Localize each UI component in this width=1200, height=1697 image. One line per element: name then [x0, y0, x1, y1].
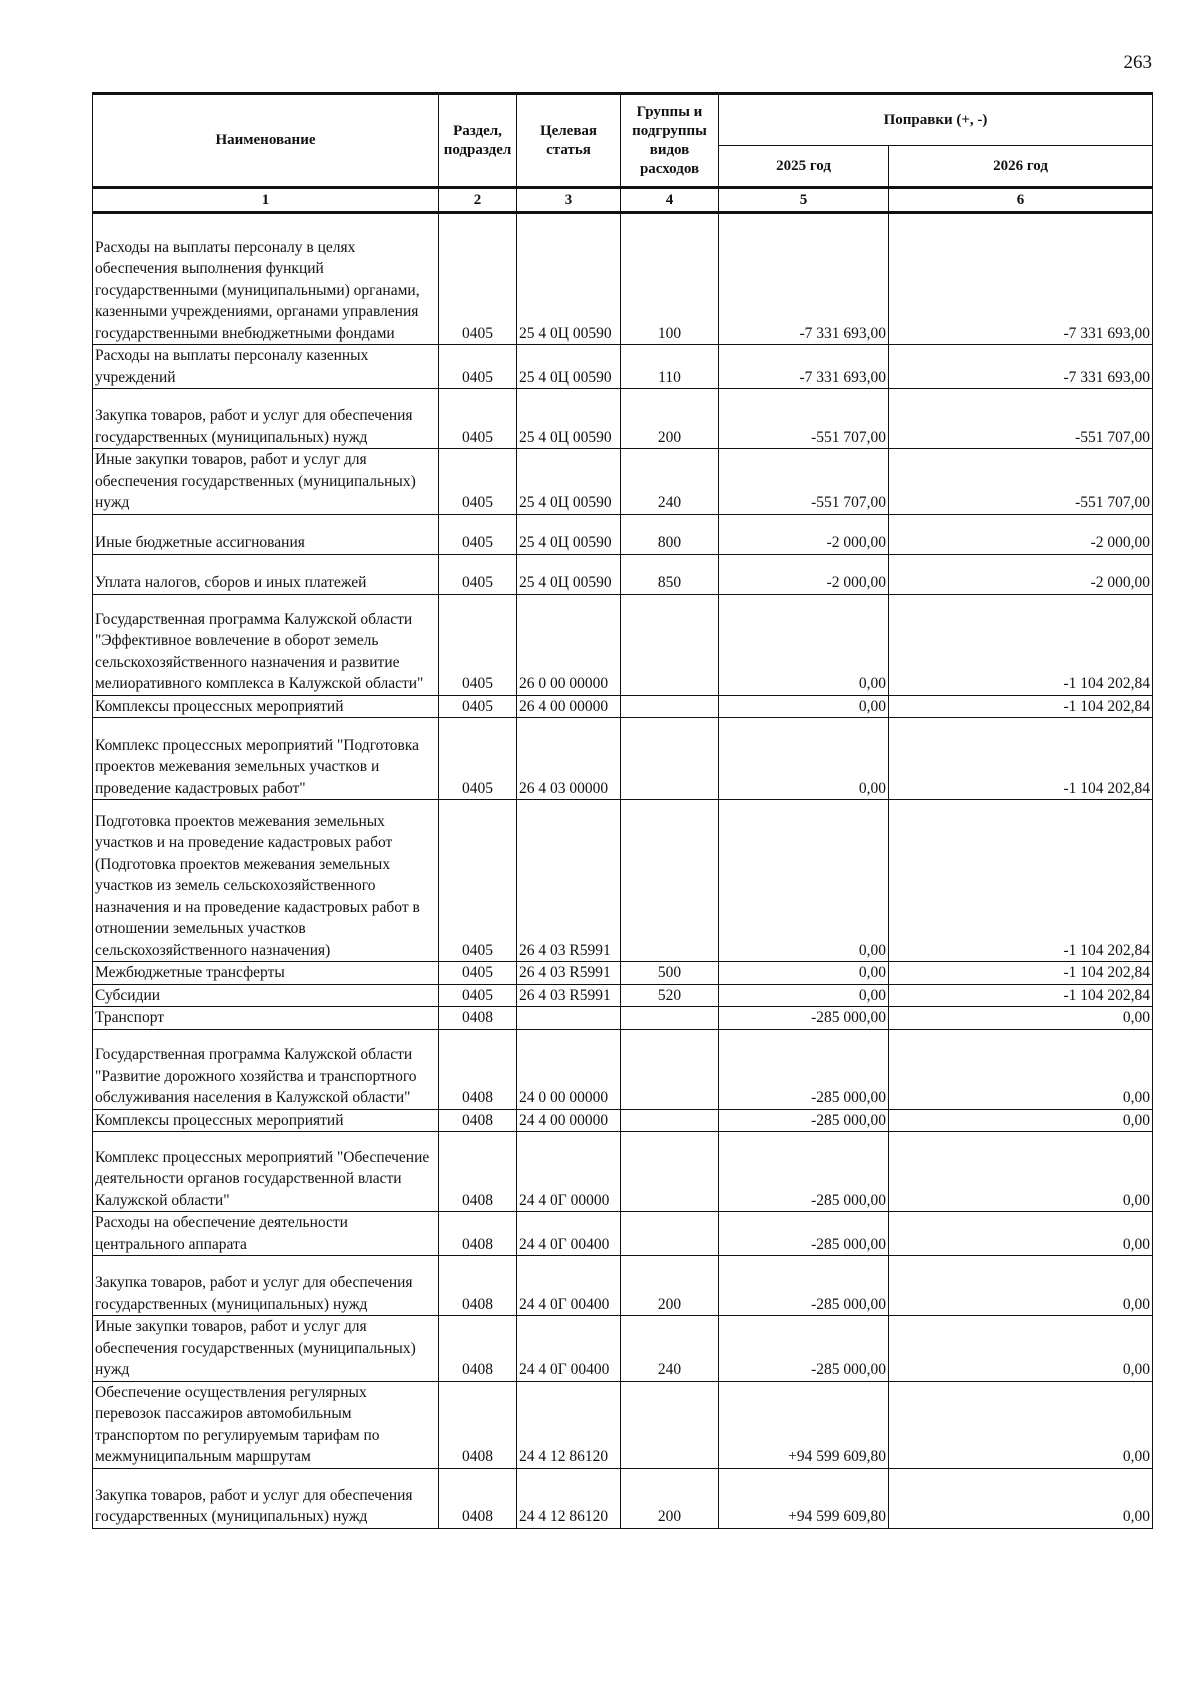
row-section: 0408 [439, 1029, 517, 1109]
row-amount-2026: -2 000,00 [889, 554, 1153, 594]
row-group [621, 800, 719, 962]
row-amount-2025: 0,00 [719, 594, 889, 695]
table-row [93, 962, 1153, 985]
row-name: Комплексы процессных мероприятий [93, 1109, 439, 1132]
table-row [93, 594, 1153, 695]
row-group: 520 [621, 984, 719, 1007]
row-article: 25 4 0Ц 00590 [517, 389, 621, 449]
row-amount-2025: -2 000,00 [719, 514, 889, 554]
header-col-number: 5 [719, 188, 889, 213]
row-name: Закупка товаров, работ и услуг для обеспечения государственных (муниципальных) нужд [93, 1256, 439, 1316]
row-section: 0408 [439, 1256, 517, 1316]
row-amount-2026: -551 707,00 [889, 389, 1153, 449]
row-section: 0405 [439, 449, 517, 515]
table-row [93, 345, 1153, 389]
table-row [93, 1029, 1153, 1109]
header-article: Целевая статья [517, 94, 621, 188]
row-name: Межбюджетные трансферты [93, 962, 439, 985]
row-group [621, 1029, 719, 1109]
row-amount-2026: -1 104 202,84 [889, 962, 1153, 985]
row-amount-2026: 0,00 [889, 1316, 1153, 1382]
row-group: 200 [621, 1468, 719, 1528]
row-amount-2025: -7 331 693,00 [719, 345, 889, 389]
row-amount-2026: -1 104 202,84 [889, 718, 1153, 800]
row-group: 800 [621, 514, 719, 554]
row-name: Закупка товаров, работ и услуг для обеспечения государственных (муниципальных) нужд [93, 389, 439, 449]
row-article: 26 0 00 00000 [517, 594, 621, 695]
row-name: Расходы на выплаты персоналу в целях обеспечения выполнения функций государственными (муниципальными) органами, казенными учреждениями, органами управления государственными внебюджетными фондами [93, 213, 439, 345]
row-name: Иные закупки товаров, работ и услуг для обеспечения государственных (муниципальных) нужд [93, 1316, 439, 1382]
row-group: 500 [621, 962, 719, 985]
row-section: 0405 [439, 345, 517, 389]
row-name: Государственная программа Калужской области "Развитие дорожного хозяйства и транспортного обслуживания населения в Калужской области" [93, 1029, 439, 1109]
row-amount-2026: 0,00 [889, 1029, 1153, 1109]
table-row [93, 554, 1153, 594]
row-article: 25 4 0Ц 00590 [517, 449, 621, 515]
row-section: 0408 [439, 1007, 517, 1030]
row-group [621, 695, 719, 718]
row-article: 25 4 0Ц 00590 [517, 514, 621, 554]
row-amount-2026: 0,00 [889, 1007, 1153, 1030]
table-row [93, 800, 1153, 962]
header-year-2025: 2025 год [719, 146, 889, 188]
row-amount-2026: -2 000,00 [889, 514, 1153, 554]
row-amount-2025: 0,00 [719, 984, 889, 1007]
row-group [621, 1109, 719, 1132]
header-col-number: 4 [621, 188, 719, 213]
row-amount-2025: -285 000,00 [719, 1132, 889, 1212]
row-name: Расходы на выплаты персоналу казенных учреждений [93, 345, 439, 389]
table-row [93, 1468, 1153, 1528]
row-article: 26 4 03 00000 [517, 718, 621, 800]
row-group: 200 [621, 389, 719, 449]
row-name: Подготовка проектов межевания земельных участков и на проведение кадастровых работ (Подготовка проектов межевания земельных участков из земель сельскохозяйственного назначения и на проведение кадастровых работ в отношении земельных участков сельскохозяйственного назначения) [93, 800, 439, 962]
row-article: 26 4 03 R5991 [517, 962, 621, 985]
row-amount-2025: -551 707,00 [719, 389, 889, 449]
row-article: 24 4 12 86120 [517, 1468, 621, 1528]
row-name: Комплекс процессных мероприятий "Подготовка проектов межевания земельных участков и проведение кадастровых работ" [93, 718, 439, 800]
row-amount-2026: -551 707,00 [889, 449, 1153, 515]
row-amount-2026: -1 104 202,84 [889, 695, 1153, 718]
row-section: 0408 [439, 1109, 517, 1132]
row-group [621, 1007, 719, 1030]
row-section: 0408 [439, 1132, 517, 1212]
row-article: 26 4 00 00000 [517, 695, 621, 718]
row-article: 24 0 00 00000 [517, 1029, 621, 1109]
row-amount-2025: -2 000,00 [719, 554, 889, 594]
table-row [93, 1007, 1153, 1030]
row-amount-2025: 0,00 [719, 718, 889, 800]
row-name: Комплекс процессных мероприятий "Обеспечение деятельности органов государственной власти Калужской области" [93, 1132, 439, 1212]
row-amount-2025: -551 707,00 [719, 449, 889, 515]
row-name: Субсидии [93, 984, 439, 1007]
row-section: 0405 [439, 594, 517, 695]
row-article: 25 4 0Ц 00590 [517, 345, 621, 389]
row-amount-2026: -7 331 693,00 [889, 213, 1153, 345]
row-section: 0405 [439, 213, 517, 345]
row-group [621, 1132, 719, 1212]
row-article: 24 4 0Г 00000 [517, 1132, 621, 1212]
row-name: Уплата налогов, сборов и иных платежей [93, 554, 439, 594]
row-section: 0408 [439, 1212, 517, 1256]
row-article: 25 4 0Ц 00590 [517, 554, 621, 594]
row-article: 24 4 0Г 00400 [517, 1212, 621, 1256]
row-section: 0405 [439, 800, 517, 962]
header-group: Группы и подгруппы видов расходов [621, 94, 719, 188]
row-section: 0405 [439, 962, 517, 985]
row-section: 0405 [439, 514, 517, 554]
header-col-number: 6 [889, 188, 1153, 213]
row-name: Закупка товаров, работ и услуг для обеспечения государственных (муниципальных) нужд [93, 1468, 439, 1528]
row-section: 0405 [439, 984, 517, 1007]
row-name: Обеспечение осуществления регулярных перевозок пассажиров автомобильным транспортом по регулируемым тарифам по межмуниципальным маршрутам [93, 1381, 439, 1468]
row-amount-2026: -7 331 693,00 [889, 345, 1153, 389]
row-group [621, 594, 719, 695]
row-name: Иные закупки товаров, работ и услуг для обеспечения государственных (муниципальных) нужд [93, 449, 439, 515]
row-amount-2025: -285 000,00 [719, 1109, 889, 1132]
row-amount-2026: 0,00 [889, 1468, 1153, 1528]
row-section: 0408 [439, 1468, 517, 1528]
row-amount-2025: -285 000,00 [719, 1316, 889, 1382]
row-section: 0405 [439, 389, 517, 449]
row-article: 26 4 03 R5991 [517, 984, 621, 1007]
row-article: 24 4 0Г 00400 [517, 1256, 621, 1316]
table-row [93, 1109, 1153, 1132]
row-section: 0405 [439, 554, 517, 594]
header-col-number: 3 [517, 188, 621, 213]
row-section: 0405 [439, 695, 517, 718]
row-name: Иные бюджетные ассигнования [93, 514, 439, 554]
row-group: 240 [621, 449, 719, 515]
page-number: 263 [1123, 52, 1152, 73]
row-amount-2026: -1 104 202,84 [889, 984, 1153, 1007]
row-group: 100 [621, 213, 719, 345]
row-amount-2025: -285 000,00 [719, 1256, 889, 1316]
row-article: 24 4 00 00000 [517, 1109, 621, 1132]
row-group: 200 [621, 1256, 719, 1316]
row-article: 26 4 03 R5991 [517, 800, 621, 962]
table-row [93, 1256, 1153, 1316]
table-row [93, 718, 1153, 800]
row-amount-2026: 0,00 [889, 1132, 1153, 1212]
table-row [93, 449, 1153, 515]
header-col-number: 1 [93, 188, 439, 213]
header-year-2026: 2026 год [889, 146, 1153, 188]
row-amount-2026: -1 104 202,84 [889, 800, 1153, 962]
row-amount-2025: 0,00 [719, 962, 889, 985]
row-name: Транспорт [93, 1007, 439, 1030]
table-row [93, 514, 1153, 554]
table-row [93, 695, 1153, 718]
row-group [621, 1212, 719, 1256]
row-amount-2025: +94 599 609,80 [719, 1468, 889, 1528]
budget-amendments-table [92, 92, 1153, 1529]
table-row [93, 1316, 1153, 1382]
row-amount-2025: -285 000,00 [719, 1007, 889, 1030]
row-amount-2025: 0,00 [719, 695, 889, 718]
table-row [93, 984, 1153, 1007]
row-section: 0408 [439, 1316, 517, 1382]
header-amendments: Поправки (+, -) [719, 94, 1153, 146]
row-group: 110 [621, 345, 719, 389]
row-group [621, 718, 719, 800]
row-section: 0405 [439, 718, 517, 800]
row-amount-2026: 0,00 [889, 1256, 1153, 1316]
row-name: Комплексы процессных мероприятий [93, 695, 439, 718]
row-name: Расходы на обеспечение деятельности центрального аппарата [93, 1212, 439, 1256]
row-group [621, 1381, 719, 1468]
row-article: 25 4 0Ц 00590 [517, 213, 621, 345]
row-article [517, 1007, 621, 1030]
header-name: Наименование [93, 94, 439, 188]
row-amount-2025: -285 000,00 [719, 1029, 889, 1109]
header-section: Раздел, подраздел [439, 94, 517, 188]
row-section: 0408 [439, 1381, 517, 1468]
table-row [93, 1212, 1153, 1256]
row-group: 850 [621, 554, 719, 594]
row-amount-2025: -7 331 693,00 [719, 213, 889, 345]
row-amount-2026: 0,00 [889, 1109, 1153, 1132]
row-amount-2025: 0,00 [719, 800, 889, 962]
header-col-number: 2 [439, 188, 517, 213]
row-group: 240 [621, 1316, 719, 1382]
table-row [93, 1132, 1153, 1212]
row-amount-2025: -285 000,00 [719, 1212, 889, 1256]
row-amount-2026: 0,00 [889, 1381, 1153, 1468]
row-article: 24 4 0Г 00400 [517, 1316, 621, 1382]
row-amount-2025: +94 599 609,80 [719, 1381, 889, 1468]
table-row [93, 1381, 1153, 1468]
row-article: 24 4 12 86120 [517, 1381, 621, 1468]
table-row [93, 389, 1153, 449]
row-amount-2026: 0,00 [889, 1212, 1153, 1256]
table-row [93, 213, 1153, 345]
row-amount-2026: -1 104 202,84 [889, 594, 1153, 695]
row-name: Государственная программа Калужской области "Эффективное вовлечение в оборот земель сельскохозяйственного назначения и развитие мелиоративного комплекса в Калужской области" [93, 594, 439, 695]
